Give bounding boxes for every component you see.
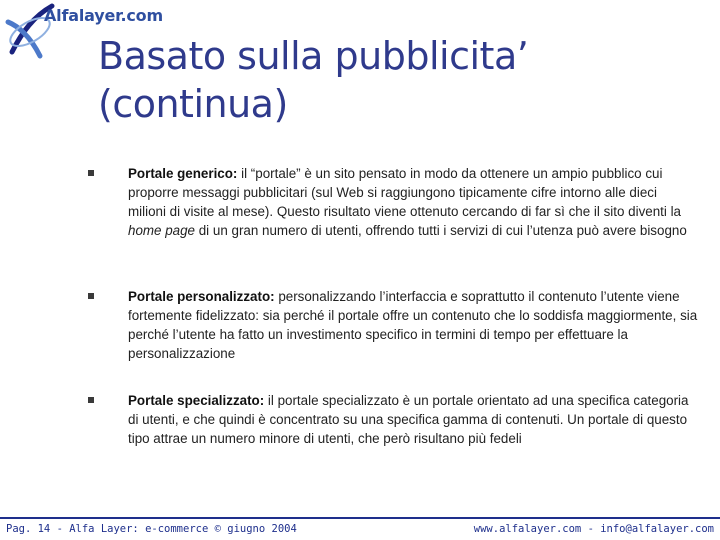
bullet-body: di un gran numero di utenti, offrendo tutti i servizi di cui l’utenza può avere bisogno — [195, 223, 687, 238]
square-bullet-icon — [88, 397, 94, 403]
title-line-2: (continua) — [98, 82, 288, 126]
bullet-text — [128, 164, 698, 240]
bullet-body: personalizzando l’interfaccia e soprattutto il contenuto l’utente viene fortemente fidelizzato: sia perché il portale offre un contenuto che lo soddisfa maggiormente, sia perché l’utente ha fatto un investimento specifico in termini di tempo per effettuare la personalizzazione — [128, 289, 698, 361]
slide-title — [98, 32, 658, 128]
title-line-1: Basato sulla pubblicita’ — [98, 34, 529, 78]
bullet-heading: Portale personalizzato: — [128, 289, 275, 304]
square-bullet-icon — [88, 293, 94, 299]
bullet-heading: Portale specializzato: — [128, 393, 265, 408]
bullet-body: il portale specializzato è un portale orientato ad una specifica categoria di utenti, e che quindi è concentrato su una specifica gamma di contenuti. Un portale di questo tipo attrae un numero minore di utenti, che però risultano più fedeli — [128, 393, 689, 446]
bullet-emphasis: home page — [128, 223, 196, 238]
footer-contact: www.alfalayer.com - info@alfalayer.com — [473, 523, 714, 535]
square-bullet-icon — [88, 170, 94, 176]
logo-text: Alfalayer.com — [44, 6, 163, 25]
bullet-heading: Portale generico: — [128, 166, 238, 181]
bullet-body: il “portale” è un sito pensato in modo da ottenere un ampio pubblico cui proporre messaggi pubblicitari (sul Web si raggiungono tipicamente cifre intorno alle dieci milioni di visite al mese). Questo risultato viene ottenuto cercando di far sì che il sito diventi la — [128, 166, 681, 219]
footer-divider — [0, 517, 720, 519]
bullet-text — [128, 287, 698, 363]
bullet-text — [128, 391, 698, 448]
footer-page-info: Pag. 14 - Alfa Layer: e-commerce © giugno 2004 — [6, 523, 297, 535]
